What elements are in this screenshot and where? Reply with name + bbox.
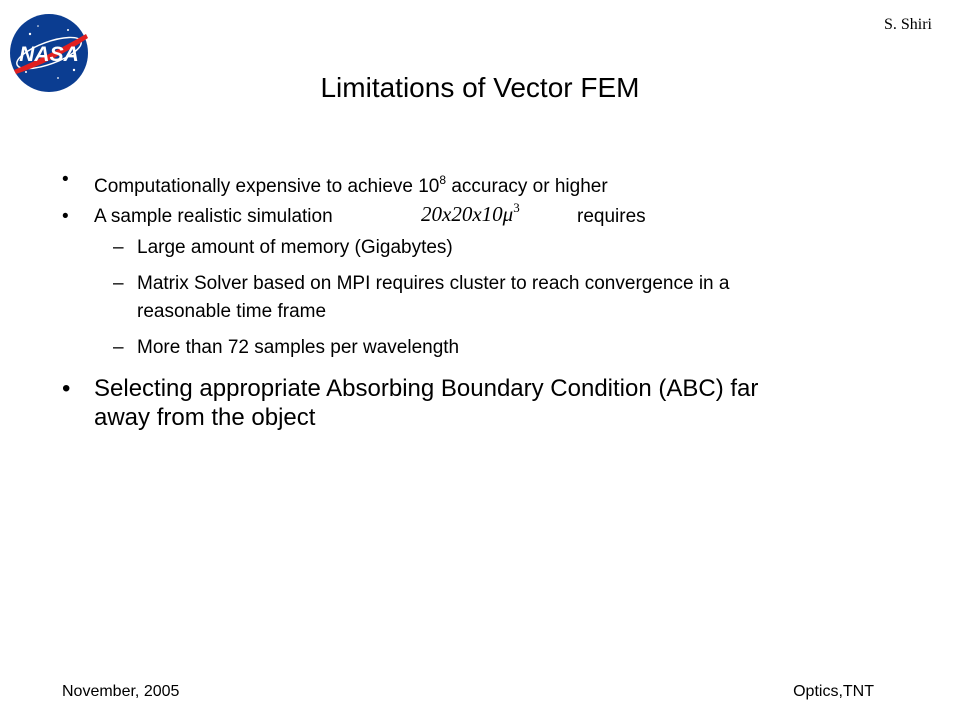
dash-marker: – xyxy=(113,273,124,294)
footer-date: November, 2005 xyxy=(62,683,180,700)
exponent: 8 xyxy=(439,173,447,187)
sub-item-matrix-solver-line1: Matrix Solver based on MPI requires cluster to reach convergence in a xyxy=(137,273,730,294)
bullet-marker: • xyxy=(62,169,69,190)
nasa-logo-text: NASA xyxy=(19,43,79,66)
bullet-item-accuracy-post: accuracy or higher xyxy=(446,176,608,197)
bullet-item-simulation: A sample realistic simulation xyxy=(94,206,333,227)
dash-marker: – xyxy=(113,337,124,358)
sub-item-memory: Large amount of memory (Gigabytes) xyxy=(137,237,453,258)
bullet-marker: • xyxy=(62,375,71,402)
formula-base: 20x20x10μ xyxy=(421,202,514,226)
slide-title: Limitations of Vector FEM xyxy=(320,72,640,103)
bullet-item-accuracy-pre: Computationally expensive to achieve 10 xyxy=(94,176,440,197)
formula-exponent: 3 xyxy=(513,200,520,215)
bullet-item-accuracy xyxy=(94,168,608,199)
author-name: S. Shiri xyxy=(883,16,932,33)
footer-org: Optics,TNT xyxy=(793,683,874,700)
bullet-marker: • xyxy=(62,206,69,227)
bullet-item-abc-line2: away from the object xyxy=(94,404,316,431)
sub-item-matrix-solver-line2: reasonable time frame xyxy=(137,301,327,322)
simulation-size-formula xyxy=(421,200,520,227)
bullet-item-abc-line1: Selecting appropriate Absorbing Boundary Condition (ABC) far xyxy=(94,375,759,402)
sub-item-samples: More than 72 samples per wavelength xyxy=(137,337,460,358)
dash-marker: – xyxy=(113,237,124,258)
bullet-item-simulation-suffix: requires xyxy=(577,206,646,227)
